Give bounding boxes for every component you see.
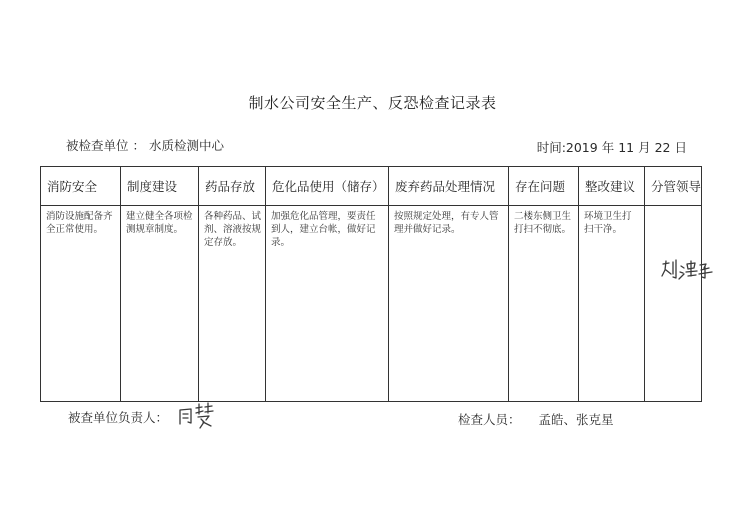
cell-system-building (121, 206, 199, 402)
inspection-record-table (40, 166, 702, 402)
responsible-person (68, 408, 168, 426)
header-hazardous-chemicals: 危化品使用（储存） (266, 167, 389, 206)
inspectors-value: 孟皓、张克星 (538, 412, 614, 427)
date-year-unit: 年 (601, 140, 615, 155)
cell-leader (645, 206, 702, 402)
cell-waste-chemicals (389, 206, 509, 402)
header-waste-chemicals: 废弃药品处理情况 (389, 167, 509, 206)
inspected-unit-label: 被检查单位 ： (66, 138, 145, 153)
cell-existing-problems (509, 206, 579, 402)
inspection-date (537, 138, 687, 156)
date-month-unit: 月 (638, 140, 651, 155)
cell-fire-safety (41, 206, 121, 402)
responsible-signature (176, 402, 220, 430)
header-chemical-storage: 药品存放 (199, 167, 266, 206)
leader-signature (660, 256, 720, 286)
cell-text: 消防设施配备齐全正常使用。 (46, 211, 113, 235)
date-month: 11 (618, 140, 635, 155)
document-title: 制水公司安全生产、反恐检查记录表 (248, 94, 497, 112)
header-leader: 分管领导 (645, 167, 702, 206)
cell-text: 各种药品、试剂、溶液按规定存放。 (204, 211, 262, 248)
inspectors-label: 检查人员： (458, 412, 521, 427)
inspectors (458, 410, 614, 428)
cell-text: 环境卫生打扫干净。 (584, 211, 632, 235)
cell-text: 建立健全各项检测规章制度。 (126, 211, 193, 235)
date-year: 2019 (565, 140, 598, 155)
cell-rectification (579, 206, 645, 402)
header-fire-safety: 消防安全 (41, 167, 121, 206)
header-existing-problems: 存在问题 (509, 167, 579, 206)
date-day-unit: 日 (674, 140, 687, 155)
inspected-unit-value: 水质检测中心 (148, 138, 224, 153)
cell-chemical-storage (199, 206, 266, 402)
header-system-building: 制度建设 (121, 167, 199, 206)
date-day: 22 (654, 140, 671, 155)
table-row (41, 206, 702, 402)
inspected-unit (66, 136, 224, 154)
cell-text: 二楼东侧卫生打扫不彻底。 (514, 211, 572, 235)
date-label: 时间: (536, 140, 566, 155)
cell-hazardous-chemicals (266, 206, 389, 402)
table-header-row (41, 167, 702, 206)
cell-text: 加强危化品管理，要责任到人，建立台帐，做好记录。 (271, 211, 376, 248)
responsible-label: 被查单位负责人： (68, 410, 169, 425)
header-rectification: 整改建议 (579, 167, 645, 206)
cell-text: 按照规定处理，有专人管理并做好记录。 (394, 211, 499, 235)
